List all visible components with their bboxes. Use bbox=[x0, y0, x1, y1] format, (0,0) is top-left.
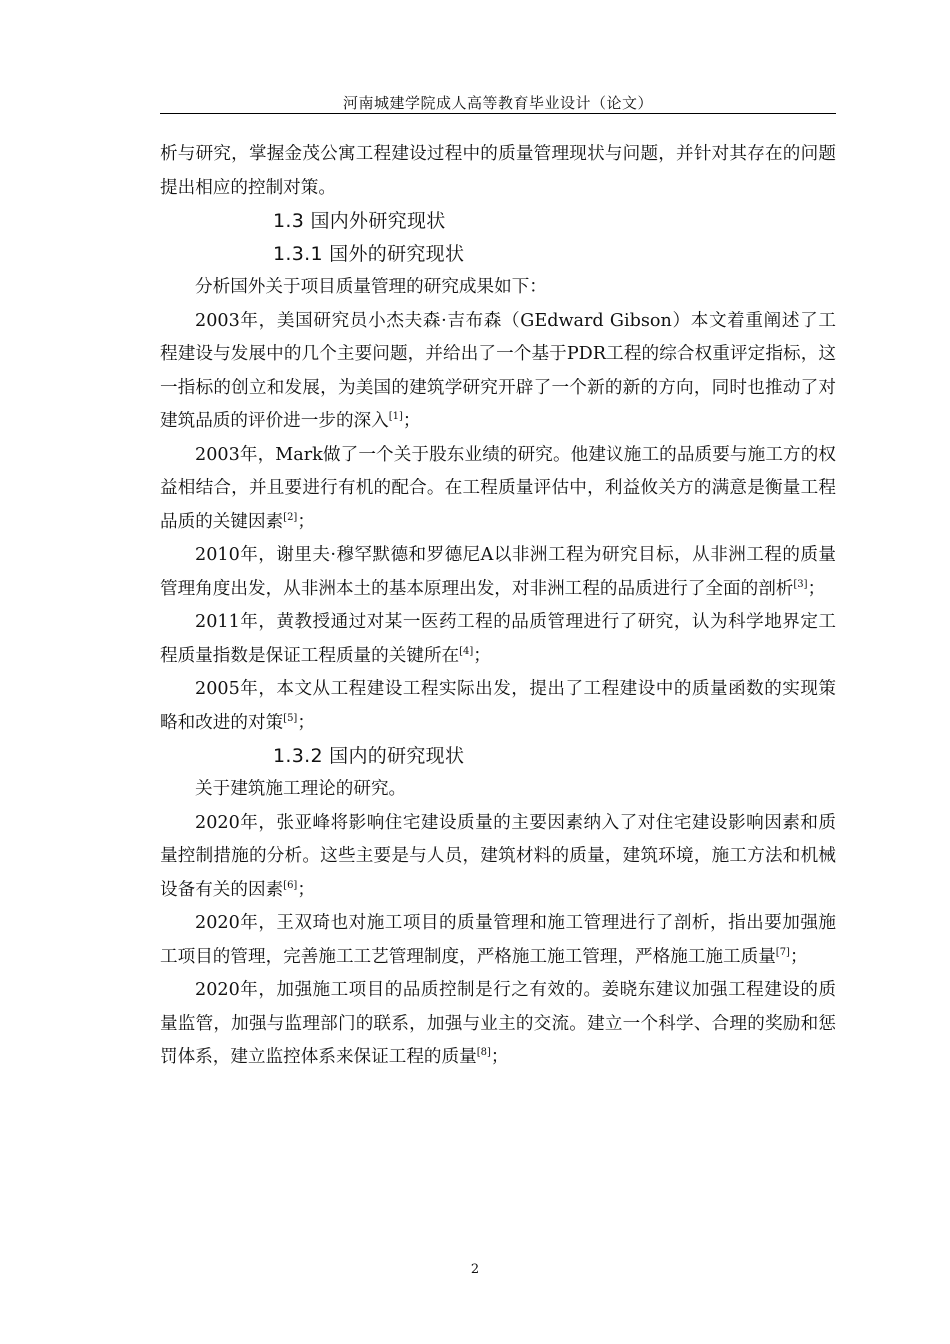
paragraph-tail: ； bbox=[297, 712, 315, 733]
paragraph-text: 2003年，美国研究员小杰夫森·吉布森（GEdward Gibson）本文着重阐述了工程建设与发展中的几个主要问题，并给出了一个基于PDR工程的综合权重评定指标，这一指标的创立和发展，为美国的建筑学研究开辟了一个新的新的方向，同时也推动了对建筑品质的评价进一步的深入 bbox=[160, 310, 836, 431]
paragraph-tail: ； bbox=[473, 645, 491, 666]
paragraph-text: 2020年，加强施工项目的品质控制是行之有效的。姜晓东建议加强工程建设的质量监管，加强与监理部门的联系，加强与业主的交流。建立一个科学、合理的奖励和惩罚体系，建立监控体系来保证工程的质量 bbox=[160, 980, 836, 1067]
citation-ref: [2] bbox=[283, 511, 298, 523]
domestic-paragraph-3 bbox=[160, 974, 836, 1075]
citation-ref: [6] bbox=[283, 879, 298, 891]
foreign-paragraph-5 bbox=[160, 673, 836, 740]
citation-ref: [1] bbox=[388, 411, 403, 423]
paragraph-tail: ； bbox=[789, 946, 808, 967]
paragraph-text: 2020年，王双琦也对施工项目的质量管理和施工管理进行了剖析，指出要加强施工项目的管理，完善施工工艺管理制度，严格施工施工管理，严格施工施工质量 bbox=[160, 913, 836, 967]
paragraph-text: 2011年，黄教授通过对某一医药工程的品质管理进行了研究，认为科学地界定工程质量指数是保证工程质量的关键所在 bbox=[160, 612, 836, 666]
citation-ref: [3] bbox=[793, 578, 808, 590]
header-rule bbox=[160, 113, 836, 114]
paragraph-text: 2005年，本文从工程建设工程实际出发，提出了工程建设中的质量函数的实现策略和改进的对策 bbox=[160, 679, 836, 733]
paragraph-text: 2003年，Mark做了一个关于股东业绩的研究。他建议施工的品质要与施工方的权益相结合，并且要进行有机的配合。在工程质量评估中，利益攸关方的满意是衡量工程品质的关键因素 bbox=[160, 444, 836, 532]
foreign-intro: 分析国外关于项目质量管理的研究成果如下： bbox=[195, 277, 547, 297]
paragraph-tail: ； bbox=[807, 578, 826, 599]
domestic-paragraph-2 bbox=[160, 907, 836, 974]
page-body bbox=[160, 138, 836, 1075]
domestic-intro: 关于建筑施工理论的研究。 bbox=[195, 779, 407, 799]
section-heading-1-3-1: 1.3.1 国外的研究现状 bbox=[273, 243, 465, 265]
domestic-paragraph-1 bbox=[160, 807, 836, 908]
section-heading-1-3-2: 1.3.2 国内的研究现状 bbox=[273, 745, 465, 767]
foreign-paragraph-2 bbox=[160, 439, 836, 540]
paragraph-tail: ； bbox=[490, 1047, 509, 1067]
page-header: 河南城建学院成人高等教育毕业设计（论文） bbox=[342, 94, 653, 112]
paragraph-tail: ； bbox=[297, 511, 315, 532]
citation-ref: [5] bbox=[283, 712, 298, 724]
paragraph-text: 2010年，谢里夫·穆罕默德和罗德尼A以非洲工程为研究目标，从非洲工程的质量管理角度出发，从非洲本土的基本原理出发，对非洲工程的品质进行了全面的剖析 bbox=[160, 545, 836, 599]
foreign-paragraph-1 bbox=[160, 305, 836, 439]
foreign-paragraph-4 bbox=[160, 606, 836, 673]
paragraph-tail: ； bbox=[402, 411, 421, 431]
foreign-paragraph-3 bbox=[160, 539, 836, 606]
citation-ref: [8] bbox=[476, 1047, 491, 1059]
citation-ref: [7] bbox=[775, 946, 790, 958]
continuation-paragraph: 析与研究，掌握金茂公寓工程建设过程中的质量管理现状与问题，并针对其存在的问题提出相应的控制对策。 bbox=[160, 144, 836, 198]
citation-ref: [4] bbox=[459, 645, 474, 657]
paragraph-text: 2020年，张亚峰将影响住宅建设质量的主要因素纳入了对住宅建设影响因素和质量控制措施的分析。这些主要是与人员，建筑材料的质量，建筑环境，施工方法和机械设备有关的因素 bbox=[160, 812, 836, 900]
section-heading-1-3: 1.3 国内外研究现状 bbox=[273, 210, 446, 232]
paragraph-tail: ； bbox=[297, 879, 315, 900]
page-number: 2 bbox=[470, 1262, 480, 1277]
